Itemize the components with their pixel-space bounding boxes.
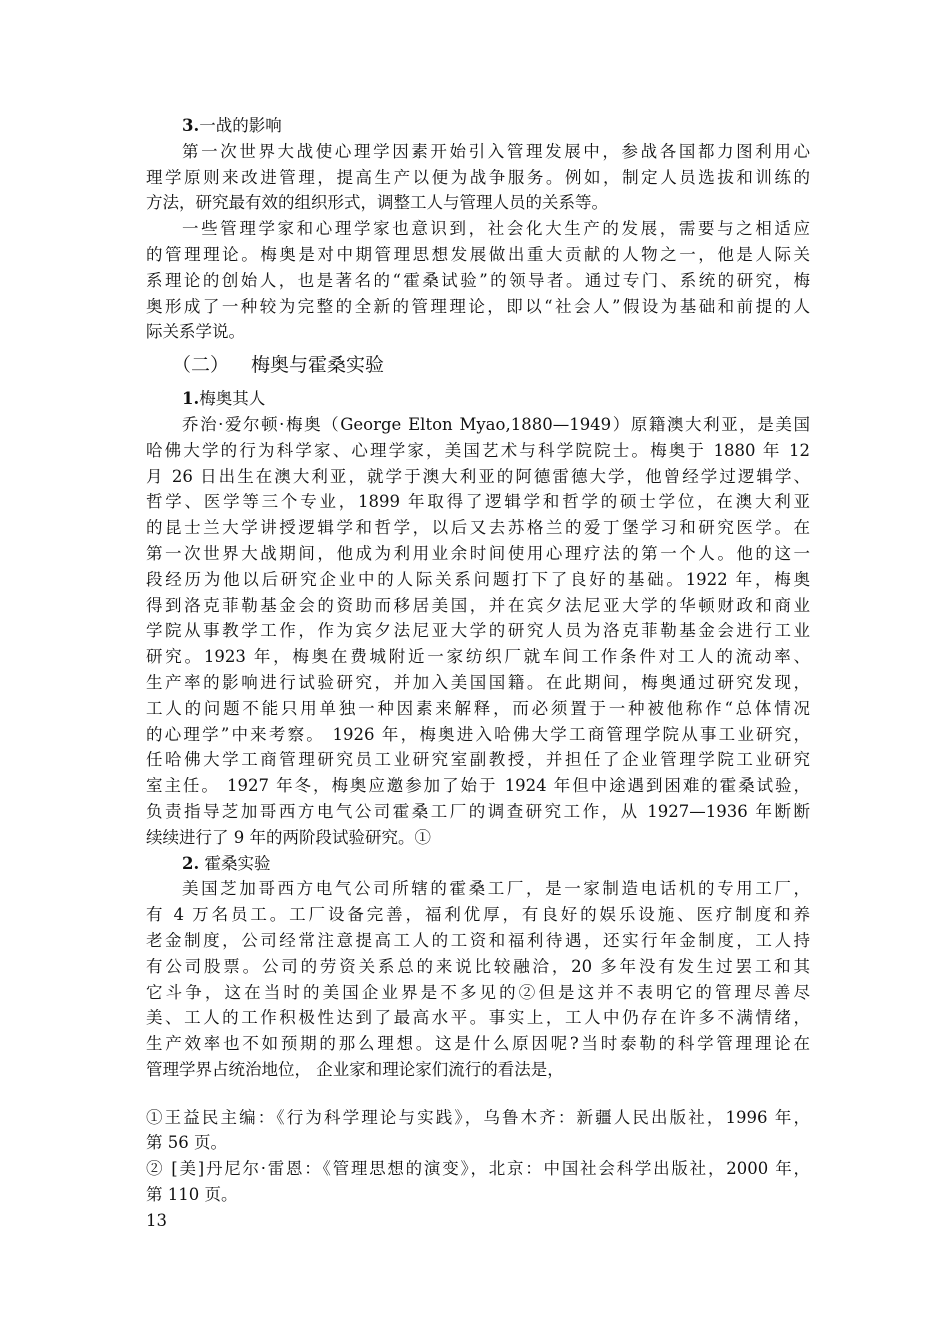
text-line: 哲学、医学等三个专业，1899 年取得了逻辑学和哲学的硕士学位，在澳大利亚: [146, 492, 810, 512]
text-line: 际关系学说。: [146, 322, 245, 342]
text-line: 美国芝加哥西方电气公司所辖的霍桑工厂，是一家制造电话机的专用工厂，: [182, 879, 810, 899]
footnote-line: ①王益民主编：《行为科学理论与实践》，乌鲁木齐：新疆人民出版社，1996 年，: [146, 1107, 810, 1127]
text-line: 生产率的影响进行试验研究，并加入美国国籍。在此期间，梅奥通过研究发现，: [146, 672, 810, 692]
subsection-heading-hawthorne: [146, 851, 810, 877]
paragraph-ww1-1: [146, 139, 810, 216]
text-line: 月 26 日出生在澳大利亚，就学于澳大利亚的阿德雷德大学，他曾经学过逻辑学、: [146, 466, 810, 486]
text-line: 美、工人的工作积极性达到了最高水平。事实上，工人中仍存在许多不满情绪，: [146, 1008, 810, 1028]
paragraph-ww1-2: [146, 216, 810, 345]
text-line: 第一次世界大战期间，他成为利用业余时间使用心理疗法的第一个人。他的这一: [146, 543, 810, 563]
subsection-number: 1.: [182, 389, 200, 409]
section-title: 梅奥与霍桑实验: [251, 354, 385, 377]
section-number: （二）: [172, 354, 230, 377]
text-line: 哈佛大学的行为科学家、心理学家，美国艺术与科学院院士。梅奥于 1880 年 12: [146, 440, 810, 460]
text-line: 室主任。 1927 年冬，梅奥应邀参加了始于 1924 年但中途遇到困难的霍桑试验，: [146, 776, 810, 796]
text-line: 有 4 万名员工。工厂设备完善，福利优厚，有良好的娱乐设施、医疗制度和养: [146, 905, 810, 925]
text-line: 续续进行了 9 年的两阶段试验研究。①: [146, 827, 431, 847]
section-heading: [146, 350, 810, 380]
text-line: 得到洛克菲勒基金会的资助而移居美国，并在宾夕法尼亚大学的华顿财政和商业: [146, 595, 810, 615]
text-line: 奥形成了一种较为完整的全新的管理理论，即以“社会人”假设为基础和前提的人: [146, 296, 810, 316]
document-page: [146, 113, 810, 1234]
text-line: 理学原则来改进管理，提高生产以便为战争服务。例如，制定人员选拔和训练的: [146, 167, 810, 187]
text-line: 负责指导芝加哥西方电气公司霍桑工厂的调查研究工作，从 1927—1936 年断断: [146, 801, 810, 821]
footnote-line: 第 56 页。: [146, 1133, 227, 1153]
footnote-line: 第 110 页。: [146, 1185, 238, 1205]
text-line: 一些管理学家和心理学家也意识到，社会化大生产的发展，需要与之相适应: [182, 219, 810, 239]
page-number: 13: [146, 1210, 167, 1230]
text-line: 方法，研究最有效的组织形式，调整工人与管理人员的关系等。: [146, 193, 608, 213]
subsection-heading-ww1: [146, 113, 810, 139]
text-line: 管理学界占统治地位， 企业家和理论家们流行的看法是，: [146, 1059, 564, 1079]
text-line: 段经历为他以后研究企业中的人际关系问题打下了良好的基础。1922 年，梅奥: [146, 569, 810, 589]
paragraph-mayo: [146, 412, 810, 851]
subsection-heading-mayo: [146, 386, 810, 412]
text-line: 工人的问题不能只用单独一种因素来解释，而必须置于一种被他称作“总体情况: [146, 698, 810, 718]
subsection-title: 梅奥其人: [199, 389, 266, 409]
text-line: 的昆士兰大学讲授逻辑学和哲学，以后又去苏格兰的爱丁堡学习和研究医学。在: [146, 518, 810, 538]
text-line: 老金制度，公司经常注意提高工人的工资和福利待遇，还实行年金制度，工人持: [146, 930, 810, 950]
text-line: 系理论的创始人，也是著名的“霍桑试验”的领导者。通过专门、系统的研究，梅: [146, 270, 810, 290]
text-line: 它斗争，这在当时的美国企业界是不多见的②但是这并不表明它的管理尽善尽: [146, 982, 810, 1002]
text-line: 学院从事教学工作，作为宾夕法尼亚大学的研究人员为洛克菲勒基金会进行工业: [146, 621, 810, 641]
text-line: 任哈佛大学工商管理研究员工业研究室副教授，并担任了企业管理学院工业研究: [146, 750, 810, 770]
footnote-2: [146, 1156, 810, 1208]
text-line: 的管理理论。梅奥是对中期管理思想发展做出重大贡献的人物之一，他是人际关: [146, 244, 810, 264]
paragraph-hawthorne: [146, 876, 810, 1082]
footnote-1: [146, 1105, 810, 1157]
text-line: 研究。1923 年，梅奥在费城附近一家纺织厂就车间工作条件对工人的流动率、: [146, 647, 810, 667]
footnote-line: ② [美]丹尼尔·雷恩：《管理思想的演变》，北京：中国社会科学出版社，2000 年，: [146, 1159, 810, 1179]
subsection-title: 一战的影响: [199, 116, 282, 135]
text-line: 生产效率也不如预期的那么理想。这是什么原因呢?当时泰勒的科学管理理论在: [146, 1034, 810, 1054]
text-line: 乔治·爱尔顿·梅奥（George Elton Myao,1880—1949）原籍澳大利亚，是美国: [182, 414, 810, 434]
text-line: 第一次世界大战使心理学因素开始引入管理发展中，参战各国都力图利用心: [182, 141, 810, 161]
subsection-title: 霍桑实验: [199, 853, 271, 873]
text-line: 的心理学”中来考察。 1926 年，梅奥进入哈佛大学工商管理学院从事工业研究，: [146, 724, 810, 744]
footnotes: [146, 1105, 810, 1208]
subsection-number: 2.: [182, 853, 200, 873]
text-line: 有公司股票。公司的劳资关系总的来说比较融洽，20 多年没有发生过罢工和其: [146, 956, 810, 976]
subsection-number: 3.: [182, 116, 200, 135]
